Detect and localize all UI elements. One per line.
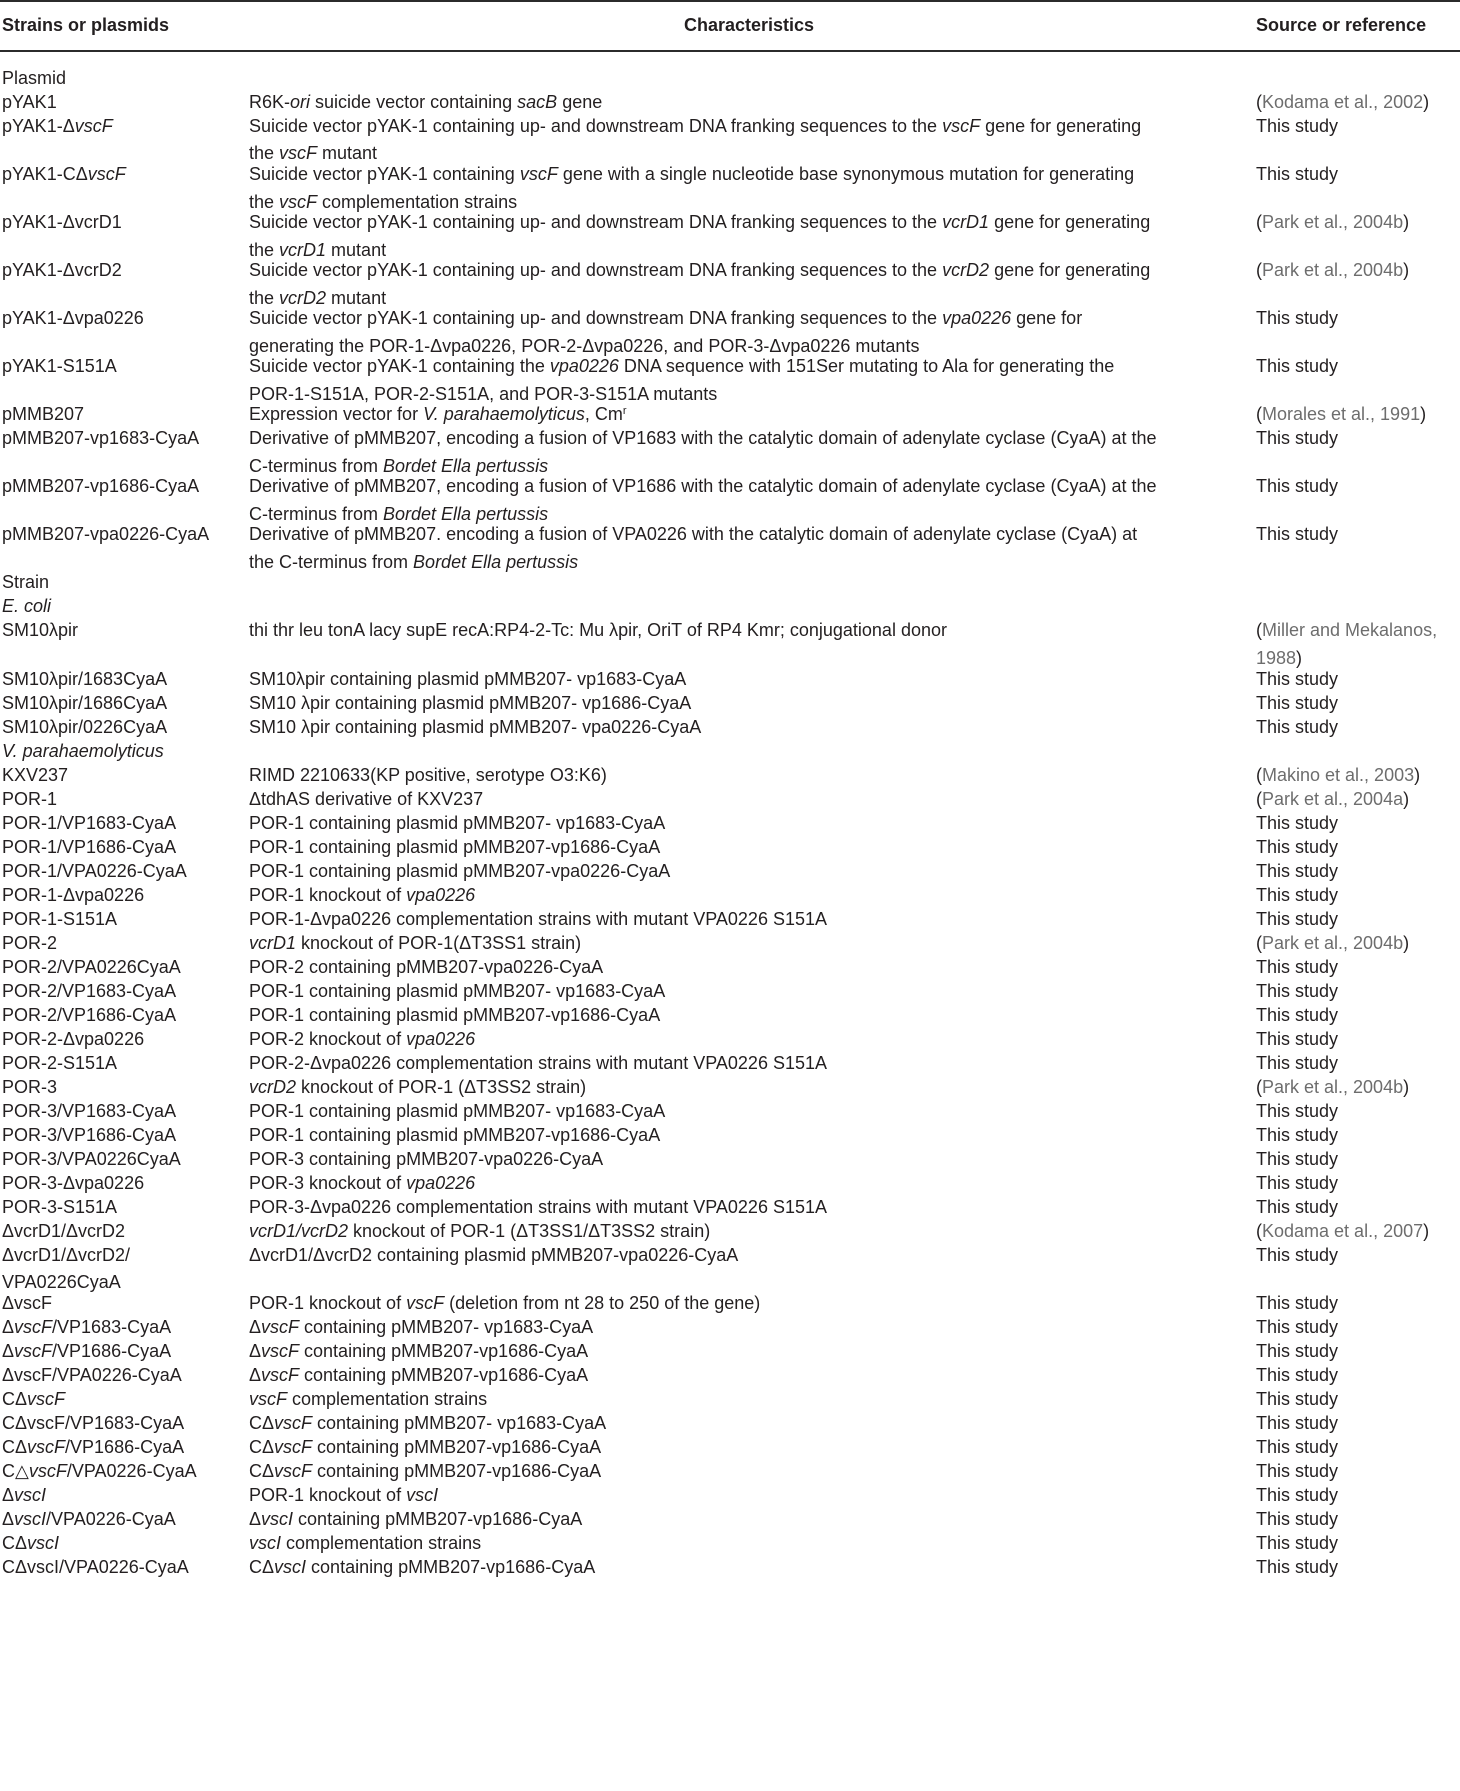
strain-name: POR-3/VP1686-CyaA <box>2 1124 177 1145</box>
source-this-study: This study <box>1256 428 1339 449</box>
characteristics: SM10 λpir containing plasmid pMMB207- vp1686-CyaA <box>249 692 692 713</box>
strain-name: pYAK1-ΔvcrD2 <box>2 260 122 281</box>
source-this-study: This study <box>1256 116 1339 137</box>
characteristics: POR-1 containing plasmid pMMB207-vp1686-CyaA <box>249 836 661 857</box>
characteristics: CΔvscF containing pMMB207- vp1683-CyaA <box>249 1413 607 1434</box>
source-this-study: This study <box>1256 1196 1339 1217</box>
characteristics: R6K-ori suicide vector containing sacB gene <box>249 92 603 113</box>
source-this-study: This study <box>1256 1389 1339 1410</box>
characteristics: ΔvscF containing pMMB207-vp1686-CyaA <box>249 1341 589 1362</box>
strain-name: CΔvscI/VPA0226-CyaA <box>2 1557 189 1578</box>
strain-name: C△vscF/VPA0226-CyaA <box>2 1461 197 1482</box>
characteristics: Suicide vector pYAK-1 containing up- and downstream DNA franking sequences to the vcrD2 gene for generating the vcrD2 mutant <box>249 260 1151 308</box>
characteristics: POR-2-Δvpa0226 complementation strains with mutant VPA0226 S151A <box>249 1052 827 1073</box>
characteristics: POR-1 knockout of vscF (deletion from nt 28 to 250 of the gene) <box>249 1293 761 1314</box>
characteristics: POR-1 knockout of vscI <box>249 1485 439 1506</box>
characteristics: thi thr leu tonA lacy supE recA:RP4-2-Tc: Mu λpir, OriT of RP4 Kmr; conjugational donor <box>249 620 947 641</box>
reference-citation: (Morales et al., 1991) <box>1256 404 1427 425</box>
strain-name: KXV237 <box>2 764 69 785</box>
characteristics: Suicide vector pYAK-1 containing the vpa0226 DNA sequence with 151Ser mutating to Ala for generating the POR-1-S151A, POR-2-S151A, and POR-3-S151A mutants <box>249 356 1115 404</box>
source-this-study: This study <box>1256 1293 1339 1314</box>
characteristics: POR-1-Δvpa0226 complementation strains with mutant VPA0226 S151A <box>249 908 827 929</box>
characteristics: POR-2 knockout of vpa0226 <box>249 1028 476 1049</box>
characteristics: POR-1 containing plasmid pMMB207- vp1683-CyaA <box>249 812 666 833</box>
strain-name: pMMB207 <box>2 404 85 425</box>
characteristics: POR-2 containing pMMB207-vpa0226-CyaA <box>249 956 604 977</box>
strain-name: CΔvscI <box>2 1533 60 1554</box>
source-this-study: This study <box>1256 308 1339 329</box>
strain-name: POR-3 <box>2 1076 58 1097</box>
characteristics: vcrD1 knockout of POR-1(ΔT3SS1 strain) <box>249 932 582 953</box>
source-this-study: This study <box>1256 716 1339 737</box>
source-this-study: This study <box>1256 1413 1339 1434</box>
reference-citation: (Park et al., 2004b) <box>1256 932 1410 953</box>
reference-citation: (Park et al., 2004b) <box>1256 1076 1410 1097</box>
source-this-study: This study <box>1256 1437 1339 1458</box>
source-this-study: This study <box>1256 1124 1339 1145</box>
strain-name: CΔvscF <box>2 1389 66 1410</box>
characteristics: ΔvscF containing pMMB207-vp1686-CyaA <box>249 1365 589 1386</box>
source-this-study: This study <box>1256 980 1339 1001</box>
column-header-characteristics: Characteristics <box>683 15 815 35</box>
strain-name: POR-1/VPA0226-CyaA <box>2 860 187 881</box>
source-this-study: This study <box>1256 1052 1339 1073</box>
strain-name: SM10λpir/0226CyaA <box>2 716 168 737</box>
source-this-study: This study <box>1256 1004 1339 1025</box>
strain-name: pYAK1-Δvpa0226 <box>2 308 144 329</box>
characteristics: vcrD2 knockout of POR-1 (ΔT3SS2 strain) <box>249 1076 587 1097</box>
strain-name: pMMB207-vp1686-CyaA <box>2 476 200 497</box>
characteristics: POR-1 containing plasmid pMMB207- vp1683-CyaA <box>249 980 666 1001</box>
characteristics: POR-3 containing pMMB207-vpa0226-CyaA <box>249 1148 604 1169</box>
strain-name: pYAK1-CΔvscF <box>2 164 126 185</box>
characteristics: POR-1 containing plasmid pMMB207-vp1686-CyaA <box>249 1124 661 1145</box>
characteristics: POR-1 containing plasmid pMMB207- vp1683-CyaA <box>249 1100 666 1121</box>
strain-name: POR-2-S151A <box>2 1052 118 1073</box>
section-label: Strain <box>2 572 50 593</box>
characteristics: POR-1 containing plasmid pMMB207-vp1686-CyaA <box>249 1004 661 1025</box>
source-this-study: This study <box>1256 164 1339 185</box>
characteristics: CΔvscF containing pMMB207-vp1686-CyaA <box>249 1461 602 1482</box>
characteristics: POR-3-Δvpa0226 complementation strains with mutant VPA0226 S151A <box>249 1196 827 1217</box>
section-label: V. parahaemolyticus <box>2 740 164 761</box>
strain-name: SM10λpir <box>2 620 79 641</box>
source-this-study: This study <box>1256 1028 1339 1049</box>
source-this-study: This study <box>1256 1148 1339 1169</box>
source-this-study: This study <box>1256 1341 1339 1362</box>
characteristics: vcrD1/vcrD2 knockout of POR-1 (ΔT3SS1/ΔT3SS2 strain) <box>249 1220 711 1241</box>
reference-citation: (Park et al., 2004a) <box>1256 788 1410 809</box>
strain-name: POR-2/VPA0226CyaA <box>2 956 181 977</box>
strain-name: ΔvcrD1/ΔvcrD2/ VPA0226CyaA <box>2 1244 131 1293</box>
characteristics: RIMD 2210633(KP positive, serotype O3:K6) <box>249 764 607 785</box>
characteristics: POR-3 knockout of vpa0226 <box>249 1172 476 1193</box>
characteristics: CΔvscF containing pMMB207-vp1686-CyaA <box>249 1437 602 1458</box>
reference-citation: (Miller and Mekalanos, 1988) <box>1256 620 1438 668</box>
source-this-study: This study <box>1256 1461 1339 1482</box>
strain-name: ΔvscF/VPA0226-CyaA <box>2 1365 182 1386</box>
strain-name: ΔvscF <box>2 1293 53 1314</box>
strain-name: ΔvscF/VP1686-CyaA <box>2 1341 172 1362</box>
characteristics: CΔvscI containing pMMB207-vp1686-CyaA <box>249 1557 596 1578</box>
strain-name: POR-3-S151A <box>2 1196 118 1217</box>
strain-name: POR-1/VP1683-CyaA <box>2 812 177 833</box>
characteristics: vscF complementation strains <box>249 1389 488 1410</box>
strain-name: POR-1-S151A <box>2 908 118 929</box>
characteristics: ΔvscI containing pMMB207-vp1686-CyaA <box>249 1509 583 1530</box>
reference-citation: (Park et al., 2004b) <box>1256 212 1410 233</box>
characteristics: Derivative of pMMB207, encoding a fusion of VP1686 with the catalytic domain of adenylate cyclase (CyaA) at the C-terminus from Bordet Ella pertussis <box>249 476 1157 524</box>
strain-name: pYAK1-ΔvcrD1 <box>2 212 122 233</box>
section-label: Plasmid <box>2 68 67 88</box>
strain-name: CΔvscF/VP1686-CyaA <box>2 1437 185 1458</box>
strain-name: POR-1-Δvpa0226 <box>2 884 145 905</box>
characteristics: Suicide vector pYAK-1 containing up- and downstream DNA franking sequences to the vcrD1 gene for generating the vcrD1 mutant <box>249 212 1151 260</box>
characteristics: POR-1 containing plasmid pMMB207-vpa0226-CyaA <box>249 860 671 881</box>
source-this-study: This study <box>1256 1509 1339 1530</box>
column-header-strains: Strains or plasmids <box>2 15 170 35</box>
characteristics: ΔvscF containing pMMB207- vp1683-CyaA <box>249 1317 594 1338</box>
source-this-study: This study <box>1256 836 1339 857</box>
characteristics: Suicide vector pYAK-1 containing up- and downstream DNA franking sequences to the vscF gene for generating the vscF mutant <box>249 116 1142 164</box>
strain-name: POR-2/VP1686-CyaA <box>2 1004 177 1025</box>
source-this-study: This study <box>1256 956 1339 977</box>
strain-name: POR-3/VPA0226CyaA <box>2 1148 181 1169</box>
source-this-study: This study <box>1256 524 1339 545</box>
source-this-study: This study <box>1256 356 1339 377</box>
reference-citation: (Park et al., 2004b) <box>1256 260 1410 281</box>
source-this-study: This study <box>1256 692 1339 713</box>
column-header-source: Source or reference <box>1256 15 1427 35</box>
characteristics: Suicide vector pYAK-1 containing up- and downstream DNA franking sequences to the vpa0226 gene for generating the POR-1-Δvpa0226, POR-2-Δvpa0226, and POR-3-Δvpa0226 mutants <box>249 308 1083 356</box>
characteristics: Suicide vector pYAK-1 containing vscF gene with a single nucleotide base synonymous mutation for generating the vscF complementation strains <box>249 164 1135 212</box>
characteristics: POR-1 knockout of vpa0226 <box>249 884 476 905</box>
strain-name: ΔvcrD1/ΔvcrD2 <box>2 1220 126 1241</box>
strain-name: SM10λpir/1683CyaA <box>2 668 168 689</box>
source-this-study: This study <box>1256 1557 1339 1578</box>
source-this-study: This study <box>1256 1533 1339 1554</box>
strain-name: ΔvscI <box>2 1485 47 1506</box>
strain-name: pMMB207-vpa0226-CyaA <box>2 524 210 545</box>
reference-citation: (Kodama et al., 2002) <box>1256 92 1430 113</box>
strain-name: POR-2 <box>2 932 58 953</box>
strain-name: ΔvscF/VP1683-CyaA <box>2 1317 172 1338</box>
reference-citation: (Kodama et al., 2007) <box>1256 1220 1430 1241</box>
strain-name: pYAK1-S151A <box>2 356 117 377</box>
characteristics: ΔtdhAS derivative of KXV237 <box>249 788 484 809</box>
strain-name: CΔvscF/VP1683-CyaA <box>2 1413 185 1434</box>
source-this-study: This study <box>1256 1365 1339 1386</box>
strain-name: pYAK1 <box>2 92 57 113</box>
source-this-study: This study <box>1256 1485 1339 1506</box>
source-this-study: This study <box>1256 1100 1339 1121</box>
strain-name: POR-3/VP1683-CyaA <box>2 1100 177 1121</box>
section-label: E. coli <box>2 596 52 617</box>
strain-name: POR-2-Δvpa0226 <box>2 1028 145 1049</box>
source-this-study: This study <box>1256 1244 1339 1265</box>
source-this-study: This study <box>1256 860 1339 881</box>
characteristics: ΔvcrD1/ΔvcrD2 containing plasmid pMMB207-vpa0226-CyaA <box>249 1244 739 1265</box>
source-this-study: This study <box>1256 476 1339 497</box>
source-this-study: This study <box>1256 1317 1339 1338</box>
characteristics: vscI complementation strains <box>249 1533 482 1554</box>
characteristics: Derivative of pMMB207. encoding a fusion of VPA0226 with the catalytic domain of adenylate cyclase (CyaA) at the C-terminus from Bordet Ella pertussis <box>249 524 1138 572</box>
characteristics: SM10λpir containing plasmid pMMB207- vp1683-CyaA <box>249 668 687 689</box>
strain-name: pMMB207-vp1683-CyaA <box>2 428 200 449</box>
source-this-study: This study <box>1256 908 1339 929</box>
characteristics: Expression vector for V. parahaemolyticus, Cm$^r$ <box>249 404 627 425</box>
reference-citation: (Makino et al., 2003) <box>1256 764 1421 785</box>
strain-name: SM10λpir/1686CyaA <box>2 692 168 713</box>
strain-name: pYAK1-ΔvscF <box>2 116 113 137</box>
strain-name: POR-1/VP1686-CyaA <box>2 836 177 857</box>
strain-name: POR-1 <box>2 788 58 809</box>
strain-name: ΔvscI/VPA0226-CyaA <box>2 1509 176 1530</box>
strain-name: POR-3-Δvpa0226 <box>2 1172 145 1193</box>
strain-name: POR-2/VP1683-CyaA <box>2 980 177 1001</box>
source-this-study: This study <box>1256 884 1339 905</box>
source-this-study: This study <box>1256 668 1339 689</box>
source-this-study: This study <box>1256 812 1339 833</box>
source-this-study: This study <box>1256 1172 1339 1193</box>
characteristics: SM10 λpir containing plasmid pMMB207- vpa0226-CyaA <box>249 716 702 737</box>
characteristics: Derivative of pMMB207, encoding a fusion of VP1683 with the catalytic domain of adenylate cyclase (CyaA) at the C-terminus from Bordet Ella pertussis <box>249 428 1157 476</box>
